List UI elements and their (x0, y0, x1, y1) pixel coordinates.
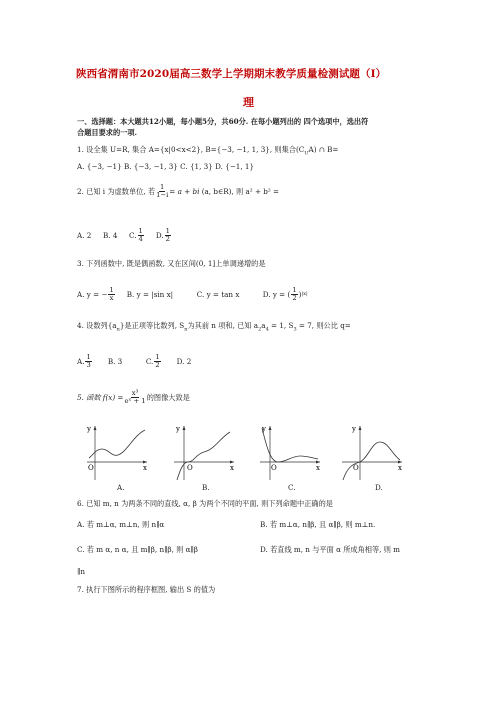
q4-stem-a: 4. 设数列{a (77, 321, 117, 330)
q5-label-c: C. (288, 483, 296, 492)
question-6-opt-c: C. 若 m α, n α, 且 m∥β, n∥β, 则 α∥β (77, 545, 198, 554)
q4-stem-e: = 1, S (268, 321, 294, 330)
q2-stem-a: 2. 已知 i 为虚数单位, 若 (77, 187, 156, 196)
q3-opt-c: C. y = tan x (196, 290, 240, 299)
q5-fraction (124, 390, 145, 405)
q3-opt-a: A. y = − (77, 290, 108, 299)
q2-opt-a: A. 2 (77, 231, 92, 240)
graph-b-x-label: x (230, 464, 234, 472)
document-subtitle: 理 (243, 96, 254, 109)
q2-frac-den: 1−i (156, 191, 169, 199)
graph-b-y-label: y (176, 425, 180, 433)
q5-label-d: D. (375, 483, 383, 492)
question-3-stem: 3. 下列函数中, 既是偶函数, 又在区间(0, 1]上单调递增的是 (77, 259, 266, 268)
q2-opt-d: D. (155, 231, 164, 240)
graph-c-origin: O (271, 464, 277, 472)
q3-opt-d-frac (291, 287, 297, 302)
section-heading-line1: 一、选择题：本大题共12小题，每小题5分，共60分. 在每小题列出的 四个选项中，选出符 (77, 117, 369, 126)
question-5-stem (77, 390, 190, 405)
q2-opt-c-num: 1 (138, 227, 143, 235)
q1-stem-text: 1. 设全集 U=R, 集合 A={x|0<x<2}, B={−3, −1, 1, 3}, 则集合(C (77, 145, 305, 154)
q4-opt-c: C. (145, 357, 154, 366)
q2-fraction (156, 184, 168, 199)
q5-graph-c (258, 422, 323, 482)
graph-c-y-label: y (262, 425, 266, 433)
q4-stem-c: 为其前 n 项和, 已知 a (187, 321, 259, 330)
q2-opt-d-den: 2 (165, 235, 170, 243)
graph-a-origin: O (88, 464, 94, 472)
q4-stem-d: a (261, 321, 266, 330)
q2-opt-c: C. (129, 231, 137, 240)
graph-b-origin: O (187, 464, 193, 472)
question-4-options (77, 354, 191, 369)
q4-sub5: 3 (293, 326, 297, 333)
question-6-opt-d: D. 若直线 m, n 与平面 α 所成角相等, 则 m (260, 545, 401, 554)
q5-stem-b: 的图像大致是 (146, 393, 190, 402)
q3-opt-d-den: 2 (292, 294, 297, 302)
q4-opt-c-den: 2 (155, 361, 160, 369)
q4-opt-a-num: 1 (86, 353, 91, 361)
graph-c-curve (262, 428, 318, 462)
question-4-stem (77, 321, 351, 334)
q2-frac-num: 1 (160, 183, 165, 191)
q3-opt-a-frac (108, 287, 114, 302)
question-6-opt-b: B. 若 m⊥α, n∥β, 且 α∥β, 则 m⊥n. (260, 520, 376, 529)
q4-opt-c-frac (154, 354, 160, 369)
q3-opt-d-end: ) (298, 290, 302, 299)
question-6-stem: 6. 已知 m, n 为两条不同的直线, α, β 为两个不同的平面, 则下列命题中正确的是 (77, 499, 333, 508)
graph-d-curve (343, 442, 400, 480)
q4-stem-f: = 7, 则公比 q= (296, 321, 351, 330)
question-1-options: A. {−3, −1} B. {−3, −1, 3} C. {1, 3} D. {−1, 1} (77, 162, 255, 171)
graph-d-origin: O (353, 464, 359, 472)
q4-opt-c-num: 1 (155, 353, 160, 361)
graph-c-x-label: x (316, 464, 320, 472)
q2-opt-b: B. 4 (103, 231, 118, 240)
q3-opt-a-den: x (109, 294, 114, 302)
graph-a-y-arrow (94, 426, 97, 430)
graph-a-curve (89, 430, 145, 458)
q3-opt-d-num: 1 (292, 286, 297, 294)
q1-stem-end: A) ∩ B= (308, 145, 339, 154)
q2-opt-c-den: 4 (138, 235, 143, 243)
q2-opt-d-frac (165, 228, 171, 243)
q4-sub2: n (184, 326, 188, 333)
q5-stem-a: 5. 函数 f(x) = (77, 393, 124, 402)
question-1-stem (77, 145, 338, 158)
question-6-opt-d-cont: ∥n (77, 567, 85, 576)
q3-opt-d: D. y = ( (262, 290, 291, 299)
graph-b-curve (177, 432, 230, 480)
q4-opt-a-den: 3 (86, 361, 91, 369)
question-7-stem: 7. 执行下图所示的程序框图, 输出 S 的值为 (77, 585, 216, 594)
q4-opt-a: A. (77, 357, 85, 366)
question-6-opt-a: A. 若 m⊥α, m⊥n, 则 n∥α (77, 520, 165, 529)
question-2-options (77, 228, 172, 243)
q4-sub1: n (116, 326, 120, 333)
graph-a-x-label: x (143, 464, 147, 472)
q5-label-a: A. (117, 483, 125, 492)
graph-c-y-arrow (269, 426, 272, 430)
section-heading-line2: 合题目要求的一项. (77, 128, 138, 137)
document-title: 陕西省渭南市2020届高三数学上学期期末教学质量检测试题（Ⅰ） (76, 68, 387, 80)
q4-opt-b: B. 3 (107, 357, 123, 366)
q5-frac-num: x³ (131, 389, 139, 397)
q4-sub4: 4 (265, 326, 269, 333)
q5-frac-den: eˣ + 1 (124, 397, 146, 405)
q1-stem-sub: U (304, 150, 309, 157)
q5-label-b: B. (202, 483, 210, 492)
q2-opt-c-frac (138, 228, 144, 243)
q4-opt-d: D. 2 (176, 357, 192, 366)
graph-a-y-label: y (87, 425, 91, 433)
graph-d-x-label: x (398, 464, 402, 472)
q2-stem-c: (a, b∈R), 则 a² + b² = (201, 187, 280, 196)
q3-opt-b: B. y = |sin x| (126, 290, 174, 299)
q3-opt-a-num: 1 (109, 286, 114, 294)
q4-opt-a-frac (85, 354, 91, 369)
q2-opt-d-num: 1 (165, 227, 170, 235)
q2-stem-b: = a + bi (169, 187, 200, 196)
q4-sub3: 2 (258, 326, 262, 333)
q4-stem-b: }是正项等比数列, S (119, 321, 185, 330)
graph-d-y-label: y (352, 425, 356, 433)
q5-graph-d (340, 422, 405, 482)
graph-d-y-arrow (359, 426, 362, 430)
question-3-options (77, 287, 308, 302)
graph-b-y-arrow (183, 426, 186, 430)
q3-opt-d-exp: |x| (301, 291, 308, 297)
q5-graph-b (172, 422, 237, 482)
q5-graph-a (85, 422, 150, 482)
question-2-stem (77, 184, 279, 199)
